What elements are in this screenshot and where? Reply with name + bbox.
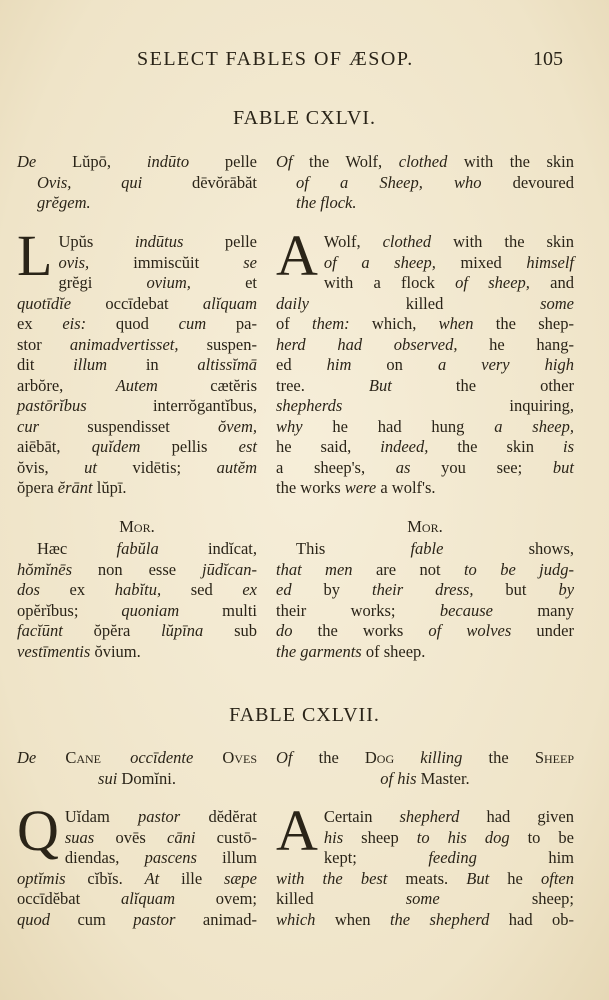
moral-line: facĭūnt ŏpĕra lŭpīna sub: [17, 621, 257, 640]
body-line: quotīdĭe occīdebat alĭquam: [17, 293, 257, 313]
fable-title: FABLE CXLVII.: [229, 704, 380, 726]
latin-fable-body: [17, 223, 258, 499]
moral-line: do the works of wolves under: [276, 621, 574, 640]
body-line: with a flock of sheep, and: [323, 273, 574, 292]
body-line: ex eis: quod cum pa-: [17, 314, 257, 333]
moral-line: their works; because many: [276, 600, 574, 620]
moral-line: ed by their dress, but by: [276, 580, 575, 599]
body-line: pastōrĭbus interrŏgantĭbus,: [17, 396, 257, 415]
english-heading-line: of a Sheep, who devoured: [296, 172, 574, 192]
page-number: 105: [533, 48, 563, 70]
english-heading-line: the flock.: [296, 193, 357, 212]
latin-heading-line: grĕgem.: [37, 193, 91, 212]
body-line: of them: which, when the shep-: [276, 314, 575, 333]
body-line: grĕgi ovium, et: [58, 273, 257, 292]
latin-moral: [17, 539, 257, 662]
english-heading-line: of his Master.: [380, 768, 470, 788]
fable-title: FABLE CXLVI.: [232, 107, 377, 129]
body-line: ovis, immiscŭit se: [58, 252, 257, 272]
body-line: quod cum pastor animad-: [17, 909, 257, 929]
moral-line: Hæc fabŭla indĭcat,: [37, 539, 258, 558]
body-line: a sheep's, as you see; but: [276, 457, 574, 477]
latin-heading-line: De Lŭpō, indūto pelle: [17, 152, 257, 171]
body-line: his sheep to his dog to be: [323, 827, 574, 847]
body-line: dit illum in altissĭmā: [17, 355, 257, 374]
body-line: suas ovēs cāni custō-: [64, 827, 258, 847]
body-line: herd had observed, he hang-: [276, 334, 574, 354]
moral-line: dos ex habĭtu, sed ex: [17, 580, 258, 599]
body-line: which when the shepherd had ob-: [276, 909, 574, 929]
body-line: Wolf, clothed with the skin: [323, 232, 574, 251]
body-line: optĭmis cĭbĭs. At ille sæpe: [17, 868, 257, 888]
body-line: stor animadvertisset, suspen-: [17, 334, 257, 354]
moral-line: vestīmentis ŏvium.: [17, 641, 141, 661]
latin-heading-line: De Cane occīdente Oves: [17, 748, 258, 767]
drop-cap: Q: [17, 798, 59, 863]
english-heading: [276, 152, 574, 214]
body-line: occīdĕbat alĭquam ovem;: [17, 889, 257, 908]
drop-cap: L: [17, 223, 53, 288]
moral-line: the garments of sheep.: [276, 641, 426, 661]
latin-heading-line: sui Domĭni.: [98, 768, 176, 788]
moral-line: hŏmĭnēs non esse jūdĭcan-: [17, 559, 257, 579]
english-fable-body: [276, 798, 574, 930]
english-heading: [276, 748, 574, 789]
latin-heading-line: Ovis, qui dēvŏrābăt: [37, 172, 257, 192]
latin-heading: [17, 748, 257, 789]
body-line: ŏpera ĕrānt lŭpī.: [17, 478, 127, 497]
body-line: ŏvis, ut vidētis; autĕm: [17, 457, 257, 477]
body-line: daily killed some: [276, 293, 574, 313]
moral-line: that men are not to be judg-: [276, 559, 574, 579]
body-line: aiēbāt, quĭdem pellis est: [17, 437, 258, 456]
body-line: of a sheep, mixed himself: [323, 252, 574, 272]
moral-label: Mor.: [407, 517, 443, 536]
english-heading-line: Of the Dog killing the Sheep: [276, 748, 574, 767]
body-line: Certain shepherd had given: [323, 807, 574, 826]
body-line: ed him on a very high: [276, 355, 575, 374]
latin-heading: [17, 152, 257, 214]
body-line: killed some sheep;: [276, 889, 574, 908]
body-line: arbŏre, Autem cætĕris: [17, 375, 257, 395]
running-header: SELECT FABLES OF ÆSOP.: [137, 48, 414, 70]
body-line: with the best meats. But he often: [276, 868, 574, 888]
latin-fable-body: [17, 798, 258, 930]
english-fable-body: [276, 223, 575, 499]
body-line: diendas, pascens illum: [64, 848, 258, 867]
body-line: kept; feeding him: [323, 848, 574, 867]
body-line: why he had hung a sheep,: [276, 416, 574, 436]
moral-label: Mor.: [119, 517, 155, 536]
moral-line: opĕrĭbus; quoniam multi: [17, 600, 257, 620]
moral-line: This fable shows,: [296, 539, 574, 558]
body-line: shepherds inquiring,: [276, 396, 574, 415]
body-line: tree. But the other: [276, 375, 574, 395]
body-line: cur suspendisset ŏvem,: [17, 416, 257, 436]
drop-cap: A: [276, 798, 318, 863]
drop-cap: A: [276, 223, 318, 288]
body-line: the works were a wolf's.: [276, 478, 436, 497]
body-line: Uĭdam pastor dĕdĕrat: [64, 807, 257, 826]
english-heading-line: Of the Wolf, clothed with the skin: [276, 152, 574, 171]
body-line: Upŭs indūtus pelle: [58, 232, 257, 251]
english-moral: [276, 539, 574, 662]
body-line: he said, indeed, the skin is: [276, 437, 574, 456]
